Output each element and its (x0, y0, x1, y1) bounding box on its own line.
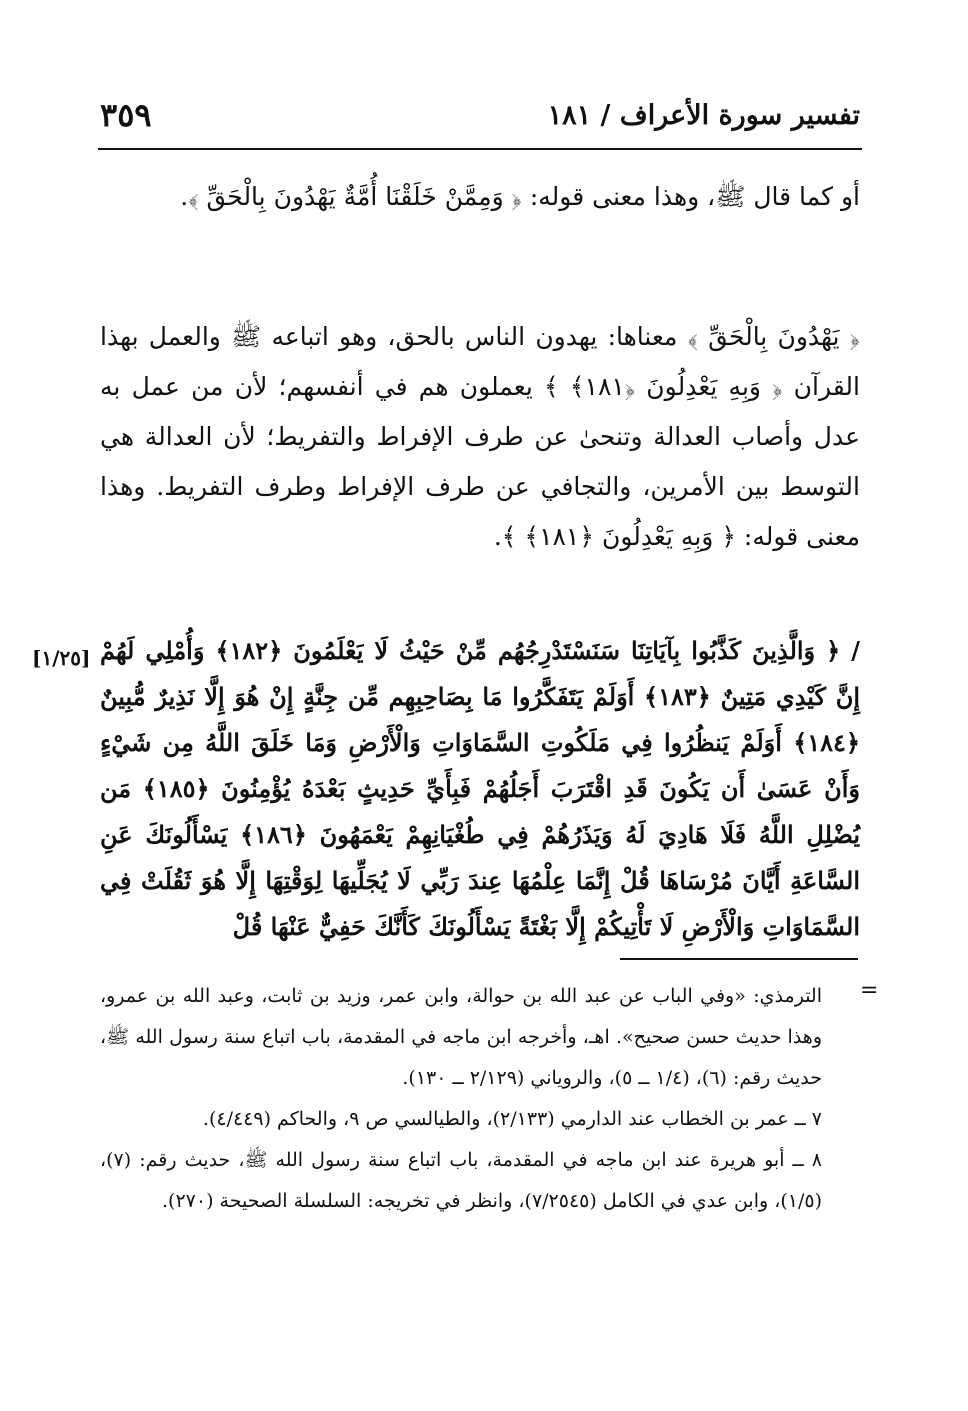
footnote-continuation-mark: = (860, 978, 879, 1003)
running-title: تفسير سورة الأعراف / ١٨١ (547, 100, 860, 131)
footnotes-section (100, 976, 822, 1222)
page-header (100, 92, 860, 142)
header-divider (98, 148, 862, 150)
commentary-paragraph-1: أو كما قال ﷺ، وهذا معنى قوله: ﴿ وَمِمَّنْ خَلَقْنَا أُمَّةٌ يَهْدُونَ بِالْحَقِّ ﴾. (180, 182, 860, 211)
quran-verses-passage: / ﴿ وَالَّذِينَ كَذَّبُوا بِآيَاتِنَا سَنَسْتَدْرِجُهُم مِّنْ حَيْثُ لَا يَعْلَمُونَ ﴿١٨٢﴾ وَأُمْلِي لَهُمْ إِنَّ كَيْدِي مَتِينٌ ﴿١٨٣﴾ أَوَلَمْ يَتَفَكَّرُوا مَا بِصَاحِبِهِم مِّن جِنَّةٍ إِنْ هُوَ إِلَّا نَذِيرٌ مُّبِينٌ ﴿١٨٤﴾ أَوَلَمْ يَنظُرُوا فِي مَلَكُوتِ السَّمَاوَاتِ وَالْأَرْضِ وَمَا خَلَقَ اللَّهُ مِن شَيْءٍ وَأَنْ عَسَىٰ أَن يَكُونَ قَدِ اقْتَرَبَ أَجَلُهُمْ فَبِأَيِّ حَدِيثٍ بَعْدَهُ يُؤْمِنُونَ ﴿١٨٥﴾ مَن يُضْلِلِ اللَّهُ فَلَا هَادِيَ لَهُ وَيَذَرُهُمْ فِي طُغْيَانِهِمْ يَعْمَهُونَ ﴿١٨٦﴾ يَسْأَلُونَكَ عَنِ السَّاعَةِ أَيَّانَ مُرْسَاهَا قُلْ إِنَّمَا عِلْمُهَا عِندَ رَبِّي لَا يُجَلِّيهَا لِوَقْتِهَا إِلَّا هُوَ ثَقُلَتْ فِي السَّمَاوَاتِ وَالْأَرْضِ لَا تَأْتِيكُمْ إِلَّا بَغْتَةً يَسْأَلُونَكَ كَأَنَّكَ حَفِيٌّ عَنْهَا قُلْ (100, 636, 861, 941)
commentary-paragraph-2: ﴿ يَهْدُونَ بِالْحَقِّ ﴾ معناها: يهدون الناس بالحق، وهو اتباعه ﷺ والعمل بهذا القرآن ﴿ وَبِهِ يَعْدِلُونَ ﴿١٨١﴾ ﴾ يعملون هم في أنفسهم؛ لأن من عمل به عدل وأصاب العدالة وتنحىٰ عن طرف الإفراط والتفريط؛ لأن العدالة هي التوسط بين الأمرين، والتجافي عن طرف الإفراط وطرف التفريط. وهذا معنى قوله: ﴿ وَبِهِ يَعْدِلُونَ ﴿١٨١﴾ ﴾. (100, 322, 860, 551)
page-number: ٣٥٩ (100, 96, 152, 134)
footnote-divider (620, 958, 858, 960)
footnote-item: ٨ ــ أبو هريرة عند ابن ماجه في المقدمة، باب اتباع سنة رسول الله ﷺ، حديث رقم: (٧)، (١/٥)، وابن عدي في الكامل (٧/٢٥٤٥)، وانظر في تخريجه: السلسلة الصحيحة (٢٧٠). (100, 1149, 822, 1212)
footnote-item: ٧ ــ عمر بن الخطاب عند الدارمي (٢/١٣٣)، والطيالسي ص ٩، والحاكم (٤/٤٤٩). (202, 1108, 822, 1130)
manuscript-folio-reference: [١/٢٥] (32, 646, 91, 670)
footnote-item: الترمذي: «وفي الباب عن عبد الله بن حوالة، وابن عمر، وزيد بن ثابت، وعبد الله بن عمرو، وهذا حديث حسن صحيح». اهـ، وأخرجه ابن ماجه في المقدمة، باب اتباع سنة رسول الله ﷺ، حديث رقم: (٦)، (١/٤ ــ ٥)، والروياني (٢/١٢٩ ــ ١٣٠). (100, 985, 822, 1089)
